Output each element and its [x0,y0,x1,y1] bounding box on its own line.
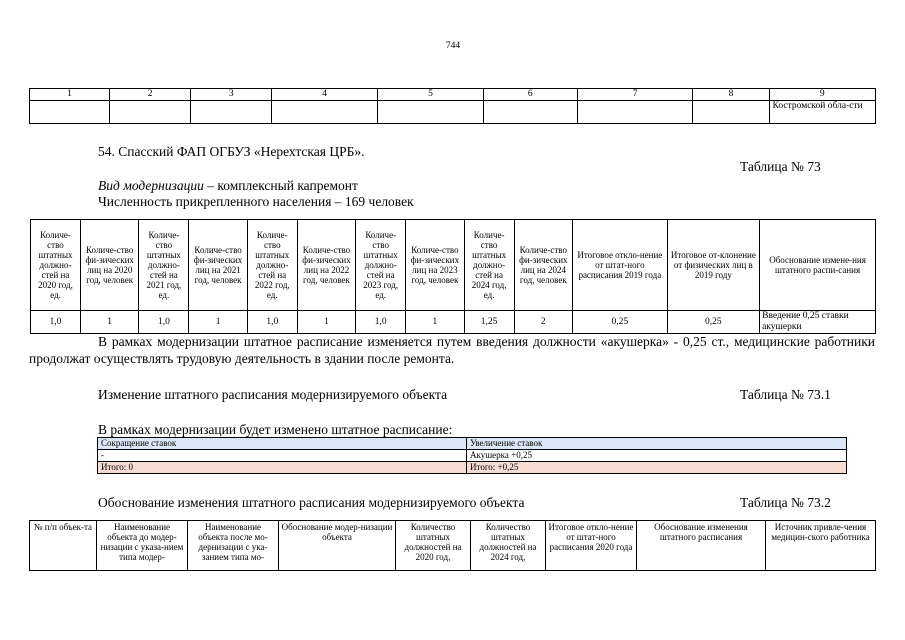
table-cell: 1,0 [139,311,189,334]
table-header-row [98,438,847,450]
col-header: Обоснование измене-ния штатного распи-сания [760,220,876,311]
table-73-label: Таблица № 73 [740,159,821,174]
change-title: Изменение штатного расписания модернизируемого объекта [98,387,448,402]
table-cell: 1,0 [31,311,81,334]
paragraph-modernization: В рамках модернизации штатное расписание изменяется путем введения должности «акушерка» - 0,25 ст., медицинские работники продолжат осуществлять трудовую деятельность в здании после ремонта. [29,334,875,366]
table-cell: 0,25 [667,311,759,334]
col-header: Количе-ство штатных должно-стей на 2020 год, ед. [31,220,81,311]
col-header: Итоговое откло-нение от штат-ного расписания 2020 года [546,521,637,571]
table-cell: 2 [514,311,572,334]
col-header: Количе-ство фи-зических лиц на 2024 год, человек [514,220,572,311]
table-cell [272,101,378,124]
table-73-1-label: Таблица № 73.1 [740,387,831,402]
col-header: Итоговое откло-нение от штат-ного расписания 2019 года [573,220,668,311]
col-header: Количе-ство фи-зических лиц на 2020 год, человек [80,220,138,311]
continuation-table [29,88,876,124]
table-cell [191,101,272,124]
col-header: Количе-ство штатных должно-стей на 2024 год, ед. [464,220,514,311]
col-header: Источник привле-чения медицин-ского работника [766,521,876,571]
col-header: Количе-ство штатных должно-стей на 2023 год, ед. [356,220,406,311]
col-header: Количе-ство фи-зических лиц на 2021 год, человек [189,220,247,311]
col-header: 4 [272,89,378,101]
table-73-1 [97,437,847,474]
table-cell: 1,25 [464,311,514,334]
population-line: Численность прикрепленного населения – 169 человек [98,194,414,209]
page-number: 744 [445,41,461,51]
col-header: Сокращение ставок [98,438,467,450]
total-cell: Итого: +0,25 [467,462,847,474]
table-cell: 1 [80,311,138,334]
col-header: 7 [577,89,693,101]
table-cell [378,101,484,124]
col-header: № п/п объек-та [30,521,97,571]
table-row [98,450,847,462]
col-header: Наименование объекта после мо-дернизации с ука-занием типа мо- [188,521,279,571]
table-cell: 1 [406,311,464,334]
section-title: 54. Спасский ФАП ОГБУЗ «Нерехтская ЦРБ». [98,144,365,159]
table-73-2-label: Таблица № 73.2 [740,495,831,510]
col-header: 8 [693,89,769,101]
col-header: Количе-ство фи-зических лиц на 2022 год, человек [297,220,355,311]
modernization-type-label: Вид модернизации [98,178,204,193]
table-cell: Введение 0,25 ставки акушерки [760,311,876,334]
total-cell: Итого: 0 [98,462,467,474]
col-header: Количе-ство штатных должно-стей на 2022 год, ед. [247,220,297,311]
table-cell [577,101,693,124]
col-header: 3 [191,89,272,101]
table-cell: 1 [189,311,247,334]
col-header: 6 [483,89,577,101]
table-73 [30,219,876,334]
col-header: Увеличение ставок [467,438,847,450]
table-cell: 1,0 [247,311,297,334]
table-cell: - [98,450,467,462]
table-73-2 [29,520,876,571]
table-cell: Костромской обла-сти [769,101,875,124]
col-header: 9 [769,89,875,101]
table-cell: 1 [297,311,355,334]
col-header: 1 [30,89,110,101]
col-header: 2 [110,89,191,101]
col-header: Количе-ство фи-зических лиц на 2023 год, человек [406,220,464,311]
table-cell: Акушерка +0,25 [467,450,847,462]
table-cell: 0,25 [573,311,668,334]
col-header: 5 [378,89,484,101]
col-header: Обоснование изменения штатного расписания [637,521,766,571]
modernization-type [98,177,358,194]
table-cell [693,101,769,124]
modernization-type-value: – комплексный капремонт [203,178,358,193]
col-header: Наименование объекта до модер-низации с указа-нием типа модер- [97,521,188,571]
table-cell [110,101,191,124]
table-cell [30,101,110,124]
change-intro: В рамках модернизации будет изменено штатное расписание: [98,422,453,437]
col-header: Итоговое от-клонение от физических лиц в 2019 году [667,220,759,311]
table-cell: 1,0 [356,311,406,334]
justification-title: Обоснование изменения штатного расписания модернизируемого объекта [98,495,525,510]
total-row [98,462,847,474]
col-header: Количе-ство штатных должно-стей на 2021 год, ед. [139,220,189,311]
col-header: Обоснование модер-низации объекта [279,521,396,571]
table-cell [483,101,577,124]
col-header: Количество штатных должностей на 2020 год, [396,521,471,571]
col-header: Количество штатных должностей на 2024 год, [471,521,546,571]
